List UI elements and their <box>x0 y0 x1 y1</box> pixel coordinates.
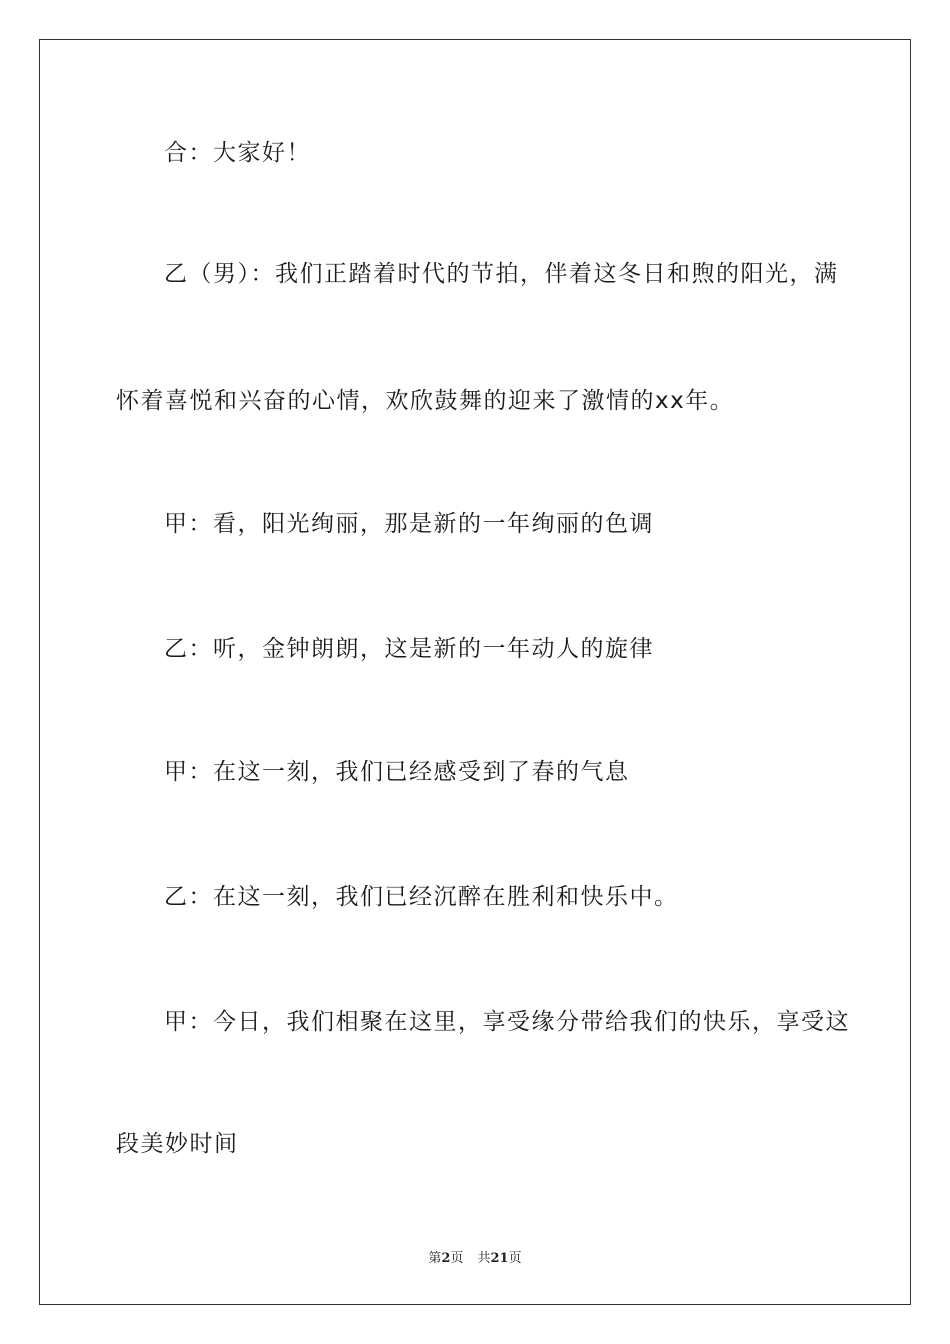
text-line-4: 甲：看，阳光绚丽，那是新的一年绚丽的色调 <box>164 511 654 537</box>
page-footer <box>0 1247 950 1266</box>
page-border <box>39 39 911 1305</box>
text-line-3: 怀着喜悦和兴奋的心情，欢欣鼓舞的迎来了激情的xx年。 <box>116 388 735 414</box>
text-line-6: 甲：在这一刻，我们已经感受到了春的气息 <box>164 759 630 785</box>
footer-total-pages: 21 <box>490 1251 509 1266</box>
text-line-1: 合：大家好！ <box>164 140 311 166</box>
footer-total-prefix: 共 <box>477 1251 491 1266</box>
footer-page-suffix: 页 <box>450 1251 464 1266</box>
footer-page-number: 2 <box>441 1251 451 1266</box>
footer-prefix: 第 <box>428 1251 442 1266</box>
text-line-7: 乙：在这一刻，我们已经沉醉在胜利和快乐中。 <box>164 884 679 910</box>
text-line-9: 段美妙时间 <box>116 1131 239 1157</box>
text-line-8: 甲：今日，我们相聚在这里，享受缘分带给我们的快乐，享受这 <box>164 1009 850 1035</box>
text-line-5: 乙：听，金钟朗朗，这是新的一年动人的旋律 <box>164 636 654 662</box>
footer-total-suffix: 页 <box>508 1251 522 1266</box>
text-line-2: 乙（男）：我们正踏着时代的节拍，伴着这冬日和煦的阳光，满 <box>164 261 839 287</box>
